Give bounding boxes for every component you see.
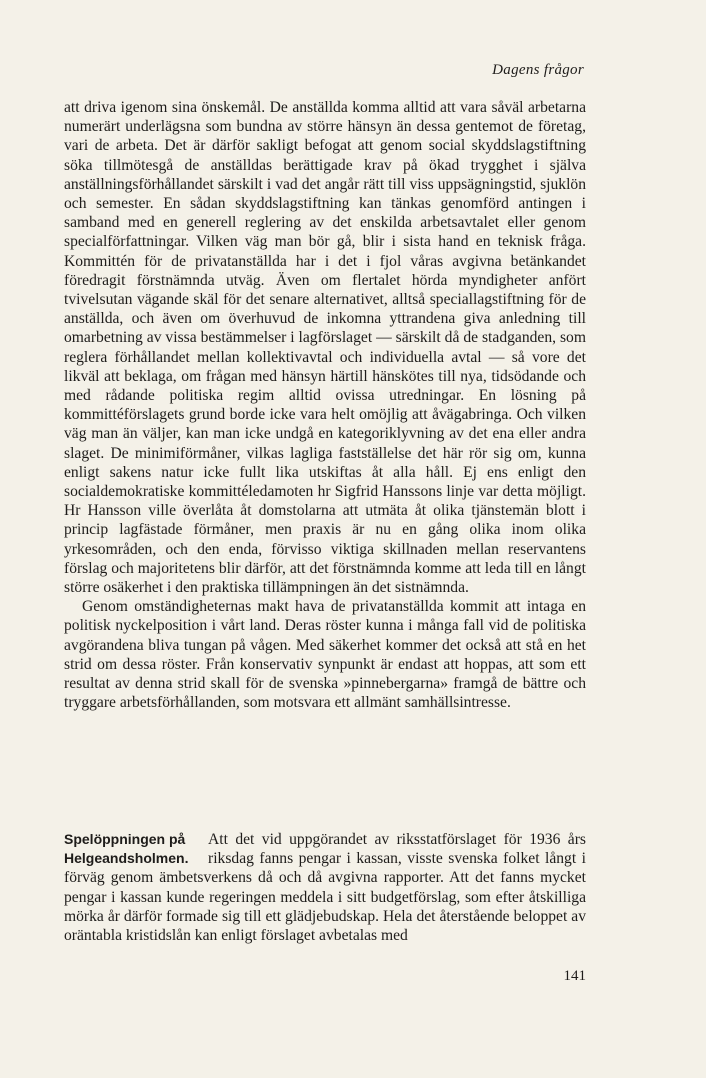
section-heading bbox=[64, 830, 200, 868]
paragraph-2: Genom omständigheternas makt hava de privatanställda kommit att intaga en politisk nyckelposition i vårt land. Deras röster kunna i många fall vid de politiska avgörandena bliva tungan på vågen. Med säkerhet kommer det också att stå en het strid om dessa röster. Från konservativ synpunkt är endast att hoppas, att som ett resultat av denna strid skall för de svenska »pinnebergarna» framgå de bättre och tryggare arbetsförhållanden, som motsvara ett allmänt samhällsintresse. bbox=[64, 598, 586, 712]
running-title: Dagens frågor bbox=[492, 62, 584, 78]
section-heading-line-1: Spelöppningen på bbox=[64, 831, 186, 847]
paragraph-1: att driva igenom sina önskemål. De anställda komma alltid att vara såväl arbetarna numerärt underlägsna som bundna av större hänsyn än dessa gentemot de företag, vari de arbeta. Det är därför sakligt befogat att genom social skyddslagstiftning söka tillmötesgå de anställdas berättigade krav på ökad trygghet i själva anställningsförhållandet särskilt i vad det angår rätt till viss uppsägningstid, sjuklön och semester. En sådan skyddslagstiftning kan tänkas genomförd antingen i samband med en generell reglering av det enskilda arbetsavtalet eller genom specialförfattningar. Vilken väg man bör gå, blir i sista hand en teknisk fråga. Kommittén för de privatanställda har i det i fjol våras avgivna betänkandet föredragit förstnämnda utväg. Även om flertalet hörda myndigheter anfört tvivelsutan vägande skäl för det senare alternativet, alltså speciallagstiftning för de anställda, och även om överhuvud de inkomna yttrandena giva anledning till omarbetning av vissa bestämmelser i lagförslaget — särskilt då de stadganden, som reglera förhållandet mellan kollektivavtal och individuella avtal — så vore det likväl att beklaga, om frågan med hänsyn härtill hänskötes till nya, tidsödande och med rådande politiska regim alltid ovissa utredningar. En lösning på kommittéförslagets grund borde icke vara helt omöjlig att åvägabringa. Och vilken väg man än väljer, kan man icke undgå en kategoriklyvning av det ena eller andra slaget. De minimiförmåner, vilkas lagliga fastställelse det här rör sig om, kunna enligt sakens natur icke fullt lika utskiftas åt alla håll. Ej ens enligt den socialdemokratiske kommittéledamoten hr Sigfrid Hanssons linje var detta möjligt. Hr Hansson ville överlåta åt domstolarna att utmäta åt olika tjänstemän blott i princip lagfästade förmåner, men praxis är nu en gång olika inom olika yrkesområden, och den enda, förvisso viktiga skillnaden mellan reservantens förslag och majoritetens blir därför, att det förstnämnda komme att leda till en långt större osäkerhet i den praktiska tillämpningen än det sistnämnda. bbox=[64, 99, 586, 597]
page-number: 141 bbox=[563, 968, 586, 984]
section-text: Att det vid uppgörandet av riksstatförslaget för 1936 års riksdag fanns pengar i kassan, visste svenska folket långt i förväg genom ämbetsverkens då och då avgivna rapporter. Att det fanns mycket pengar i kassan kunde regeringen meddela i sitt budgetförslag, som efter åtskilliga mörka år därför formade sig till ett glädjebudskap. Hela det återstående beloppet av oräntabla kristidslån kan enligt förslaget avbetalas med bbox=[64, 831, 586, 945]
main-text bbox=[64, 98, 586, 713]
section-heading-line-2: Helgeandsholmen. bbox=[64, 850, 189, 867]
section-spelöppningen bbox=[64, 830, 586, 945]
